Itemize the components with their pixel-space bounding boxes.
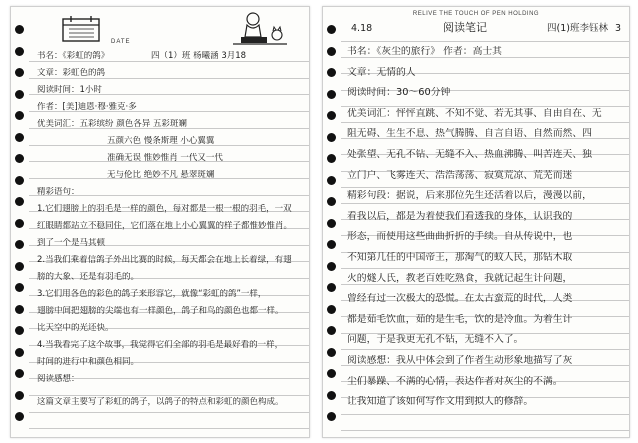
binder-ring	[15, 240, 24, 249]
binder-ring	[327, 283, 336, 292]
note-line: 作者：[美]迪恩·穆·雅克·多	[37, 102, 137, 112]
binder-ring	[15, 262, 24, 271]
binder-ring	[15, 412, 24, 421]
binder-ring	[327, 68, 336, 77]
binder-ring	[15, 25, 24, 34]
binder-ring	[327, 240, 336, 249]
note-line: 书名：《灰尘的旅行》 作者：高士其	[347, 46, 502, 57]
binder-ring	[327, 25, 336, 34]
ruled-line	[341, 122, 629, 123]
note-line: 阅读时间：1小时	[37, 85, 102, 95]
binder-ring	[15, 154, 24, 163]
note-line: 1.它们翅膀上的羽毛是一样的颜色，每对都是一根一根的羽毛，一双	[37, 204, 292, 214]
binder-ring	[327, 412, 336, 421]
class-name: 四(1)班李钰林	[547, 23, 608, 34]
note-line: 精彩句段：据说，后来那位先生还活着以后，漫漫以前，	[347, 190, 592, 202]
note-line: 3.它们用各色的彩色的鸽子来形容它，就像“彩虹的鸽”一样，	[37, 289, 267, 299]
binder-ring	[15, 219, 24, 228]
calendar-icon	[61, 15, 101, 43]
note-line: 处张望、无孔不钻、无缝不入、热血沸腾、叫苦连天、独	[347, 149, 592, 160]
binder-ring	[327, 111, 336, 120]
note-line: 比天空中的光还快。	[37, 323, 114, 333]
binder-ring	[327, 305, 336, 314]
note-line: 书名：《彩虹的鸽》	[37, 51, 110, 61]
ruled-line	[341, 349, 629, 350]
binder-ring	[15, 176, 24, 185]
note-line: 形态，而使用这些曲曲折折的手续。自从传说中，也	[347, 231, 573, 243]
binder-ring	[327, 154, 336, 163]
child-reading-icon	[233, 11, 287, 47]
binder-ring	[327, 391, 336, 400]
note-line: 红眼睛都站立不稳同住，它们落在地上小心翼翼的样子都惟妙惟肖。	[37, 221, 293, 231]
binder-ring	[15, 391, 24, 400]
binder-ring	[327, 197, 336, 206]
note-line: 曾经有过一次极大的恐慌。在太古蛮荒的时代，人类	[347, 293, 573, 305]
note-line: 问题，于是我更无孔不钻，无缝不入了。	[347, 334, 524, 346]
note-line: 到了一个是马其顿	[37, 238, 106, 248]
binder-ring	[327, 348, 336, 357]
binder-ring	[327, 369, 336, 378]
binder-ring	[15, 283, 24, 292]
binder-ring	[15, 111, 24, 120]
note-line: 阅读感想：我从中体会到了作者生动形象地描写了灰	[347, 355, 573, 366]
note-line: 文章：彩虹色的鸽	[37, 68, 106, 78]
ruled-line	[29, 395, 309, 396]
binder-ring	[15, 68, 24, 77]
note-line: 精彩语句：	[37, 187, 80, 197]
binder-ring	[15, 369, 24, 378]
page-number: 3	[615, 23, 622, 34]
ruled-line	[341, 414, 629, 415]
note-line: 无与伦比 绝妙不凡 悬翠斑斓	[107, 170, 215, 180]
binder-ring	[327, 219, 336, 228]
note-line: 四（1）班 杨曦涵 3月18	[151, 51, 247, 61]
binder-ring	[327, 133, 336, 142]
note-line: 五颜六色 慢条斯理 小心翼翼	[107, 136, 215, 146]
note-line: 尘们暴躁、不满的心情，表达作者对灰尘的不满。	[347, 375, 563, 387]
binder-ring	[15, 305, 24, 314]
note-line: 不知第几任的中国帝王，那淘气的蚊人民，那钻木取	[347, 252, 573, 263]
note-line: 都是茹毛饮血，茹的是生毛，饮的是冷血。为着生计	[347, 313, 573, 325]
note-line: 立门户、飞雾连天、浩浩荡荡、寂寞荒凉、荒芜而迷	[347, 169, 573, 181]
note-line: 看我以后，都是为着使我们看透我的身体，认识我的	[347, 210, 573, 222]
binder-ring	[15, 326, 24, 335]
note-date: 4.18	[351, 23, 373, 34]
note-line: 优美词汇：五彩缤纷 颜色各异 五彩斑斓	[37, 119, 187, 129]
note-line: 阅读感想：	[37, 374, 80, 384]
binder-ring	[327, 176, 336, 185]
binder-ring	[15, 348, 24, 357]
note-line: 阻无碍、生生不息、热气腾腾、自言自语、自然而然、四	[347, 128, 592, 140]
ruled-line	[341, 187, 629, 188]
note-line: 膀的大象、还是有羽毛的。	[37, 272, 140, 282]
ruled-line	[341, 41, 629, 42]
ruled-line	[341, 430, 629, 431]
ruled-line	[341, 57, 629, 58]
page-header: RELIVE THE TOUCH OF PEN HOLDING	[412, 11, 540, 17]
binder-ring	[327, 326, 336, 335]
ruled-line	[29, 412, 309, 413]
note-line: 阅读时间：30～60分钟	[347, 87, 451, 99]
note-line: 这篇文章主要写了彩虹的鸽子，以鸽子的特点和彩虹的颜色构成。	[37, 397, 284, 407]
binder-ring	[327, 262, 336, 271]
note-line: 火的燧人氏，教老百姓吃熟食，我就记起生计问题，	[347, 272, 573, 284]
note-line: 准确无误 惟妙惟肖 一代又一代	[107, 153, 223, 163]
note-title: 阅读笔记	[443, 21, 487, 34]
ruled-line	[29, 428, 309, 429]
ruled-line	[341, 106, 629, 107]
binder-ring	[327, 47, 336, 56]
note-line: 文章：无情的人	[347, 66, 416, 78]
note-line: 4.当我看完了这个故事，我觉得它们全部的羽毛是最好看的一样，	[37, 340, 284, 350]
note-line: 时间的进行中和颜色相同。	[37, 357, 140, 367]
binder-ring	[15, 197, 24, 206]
date-label: DATE	[111, 39, 131, 45]
left-notebook-page	[10, 6, 310, 438]
note-line: 翅膀中间把翅膀的尖端也有一样颜色，鸽子和鸟的颜色也都一样。	[37, 306, 284, 316]
right-notebook-page	[322, 6, 630, 438]
note-line: 优美词汇：怦怦直跳、不知不觉、若无其事、自由自在、无	[347, 107, 602, 119]
note-line: 2.当我们乘着信鸽子外出比赛的时候，每天都会在地上长着绿，有翅	[37, 255, 292, 265]
binder-ring	[15, 90, 24, 99]
note-line: 让我知道了该如何写作文用到拟人的修辞。	[347, 396, 534, 408]
ruled-line	[341, 284, 629, 285]
binder-ring	[15, 133, 24, 142]
binder-ring	[327, 90, 336, 99]
ruled-line	[341, 268, 629, 269]
ruled-line	[341, 203, 629, 204]
binder-ring	[15, 47, 24, 56]
